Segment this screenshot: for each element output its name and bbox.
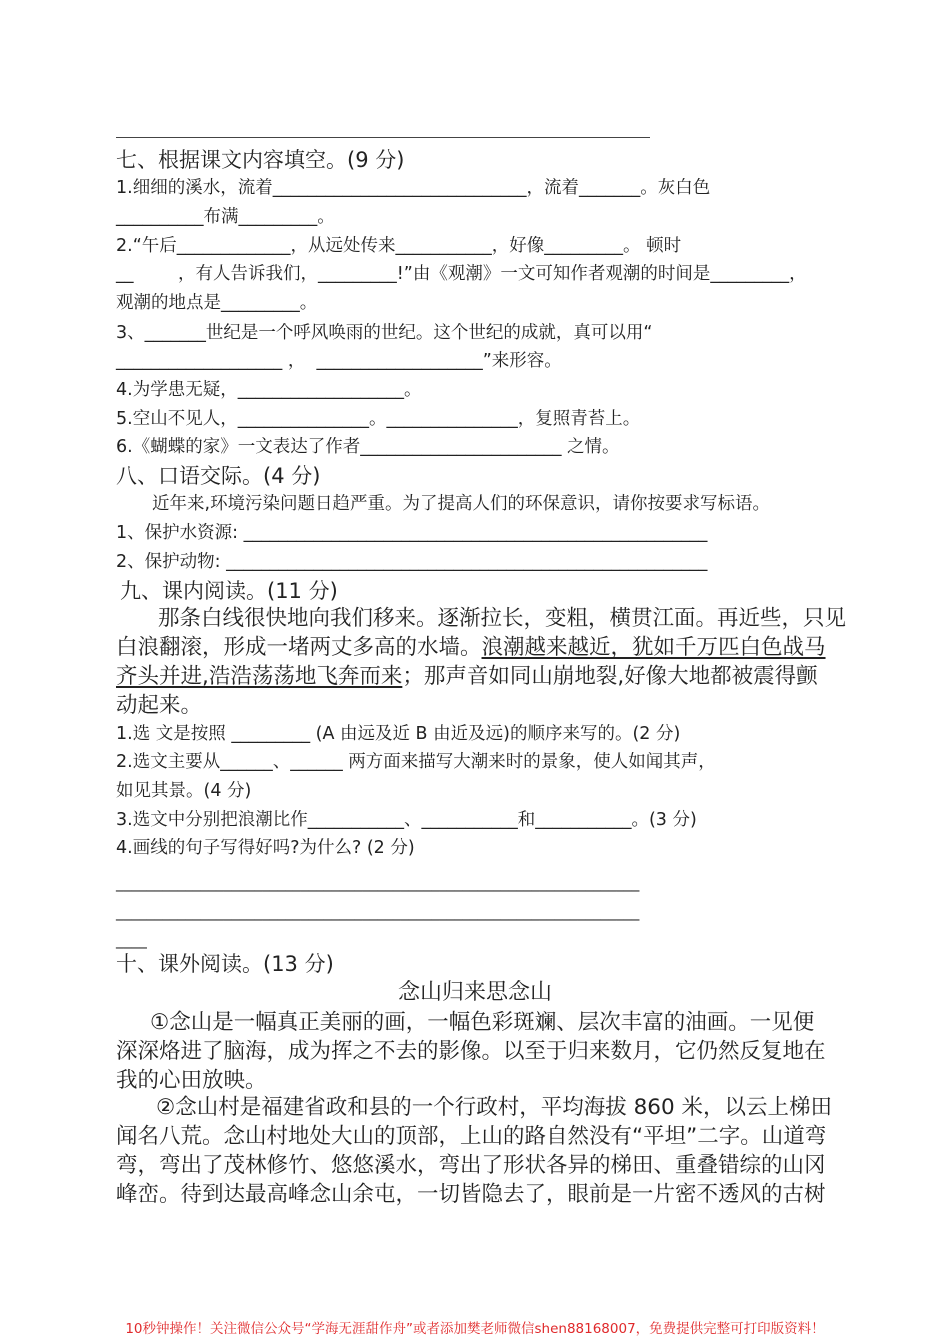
sec7-q5: 5.空山不见人，_______________。_______________，复照青苔上。 — [116, 409, 641, 429]
sec9-passage-plain: 白浪翻滚，形成一堵两丈多高的水墙。 — [116, 635, 482, 660]
sec7-q2-line3: 观潮的地点是_________。 — [116, 293, 318, 313]
sec8-item-water: 1、保护水资源: _____________________________________________________ — [116, 523, 708, 543]
article-line-7: 峰峦。待到达最高峰念山余屯，一切皆隐去了，眼前是一片密不透风的古树 — [116, 1182, 826, 1207]
sec7-q2-line2: __ ，有人告诉我们，_________!”由《观潮》一文可知作者观潮的时间是_________， — [116, 264, 807, 284]
sec9-passage-line3 — [116, 662, 838, 692]
sec9-q2-line1: 2.选文主要从______、______ 两方面来描写大潮来时的景象，使人如闻其声， — [116, 752, 716, 772]
answer-line-1: ____________________________________________________________________ — [116, 874, 640, 892]
underlined-sentence-part1: 浪潮越来越近，犹如千万匹白色战马 — [481, 635, 826, 660]
sec7-q1-line1: 1.细细的溪水，流着_____________________________，流着_______。灰白色 — [116, 178, 711, 198]
sec9-passage-line1: 那条白线很快地向我们移来。逐渐拉长，变粗，横贯江面。再近些，只见 — [158, 606, 847, 631]
sec7-q2-line1: 2.“午后_____________，从远处传来___________，好像_________。 顿时 — [116, 236, 682, 256]
sec7-q6: 6.《蝴蝶的家》一文表达了作者_______________________ 之情。 — [116, 437, 620, 457]
answer-line-2: ____________________________________________________________________ — [116, 903, 640, 921]
promo-footer: 10秒钟操作！关注微信公众号“学海无涯甜作舟”或者添加樊老师微信shen88168007，免费提供完整可打印版资料！ — [125, 1321, 825, 1337]
sec9-q1: 1.选 文是按照 _________ (A 由远及近 B 由近及远)的顺序来写的。(2 分) — [116, 724, 681, 744]
article-line-1: ①念山是一幅真正美丽的画，一幅色彩斑斓、层次丰富的油画。一见便 — [150, 1010, 815, 1035]
answer-line-3: ____ — [116, 931, 147, 949]
sec7-q1-line2: __________布满_________。 — [116, 207, 335, 227]
sec7-q4: 4.为学患无疑，___________________。 — [116, 380, 422, 400]
sec7-q3-line2: ___________________ ， ___________________”来形容。 — [116, 351, 562, 371]
section-7-heading: 七、根据课文内容填空。(9 分) — [116, 148, 405, 172]
article-line-2: 深深烙进了脑海，成为挥之不去的影像。以至于归来数月，它仍然反复地在 — [116, 1039, 826, 1064]
underlined-sentence-part2: 齐头并进,浩浩荡荡地飞奔而来 — [116, 664, 403, 689]
sec9-q4: 4.画线的句子写得好吗?为什么? (2 分) — [116, 838, 415, 858]
section-10-heading: 十、课外阅读。(13 分) — [116, 952, 334, 976]
article-title: 念山归来思念山 — [397, 980, 552, 1005]
sec9-passage-line2 — [116, 633, 838, 663]
sec8-intro: 近年来,环境污染问题日趋严重。为了提高人们的环保意识，请你按要求写标语。 — [152, 494, 771, 514]
sec9-passage-plain: ；那声音如同山崩地裂,好像大地都被震得颤 — [402, 664, 818, 689]
sec8-item-animals: 2、保护动物: _______________________________________________________ — [116, 552, 708, 572]
section-8-heading: 八、口语交际。(4 分) — [116, 464, 321, 488]
sec9-passage-line4: 动起来。 — [116, 693, 203, 718]
section-9-heading: 九、课内阅读。(11 分) — [120, 579, 338, 603]
article-line-4: ②念山村是福建省政和县的一个行政村，平均海拔 860 米，以云上梯田 — [156, 1095, 832, 1120]
article-line-3: 我的心田放映。 — [116, 1068, 267, 1093]
sec9-q2-line2: 如见其景。(4 分) — [116, 781, 252, 801]
sec9-q3: 3.选文中分别把浪潮比作___________、___________和___________。(3 分) — [116, 810, 697, 830]
top-answer-line — [116, 137, 650, 138]
article-line-5: 闻名八荒。念山村地处大山的顶部，上山的路自然没有“平坦”二字。山道弯 — [116, 1124, 827, 1149]
sec7-q3-line1: 3、_______世纪是一个呼风唤雨的世纪。这个世纪的成就，真可以用“ — [116, 323, 653, 343]
article-line-6: 弯，弯出了茂林修竹、悠悠溪水，弯出了形状各异的梯田、重叠错综的山冈 — [116, 1153, 826, 1178]
